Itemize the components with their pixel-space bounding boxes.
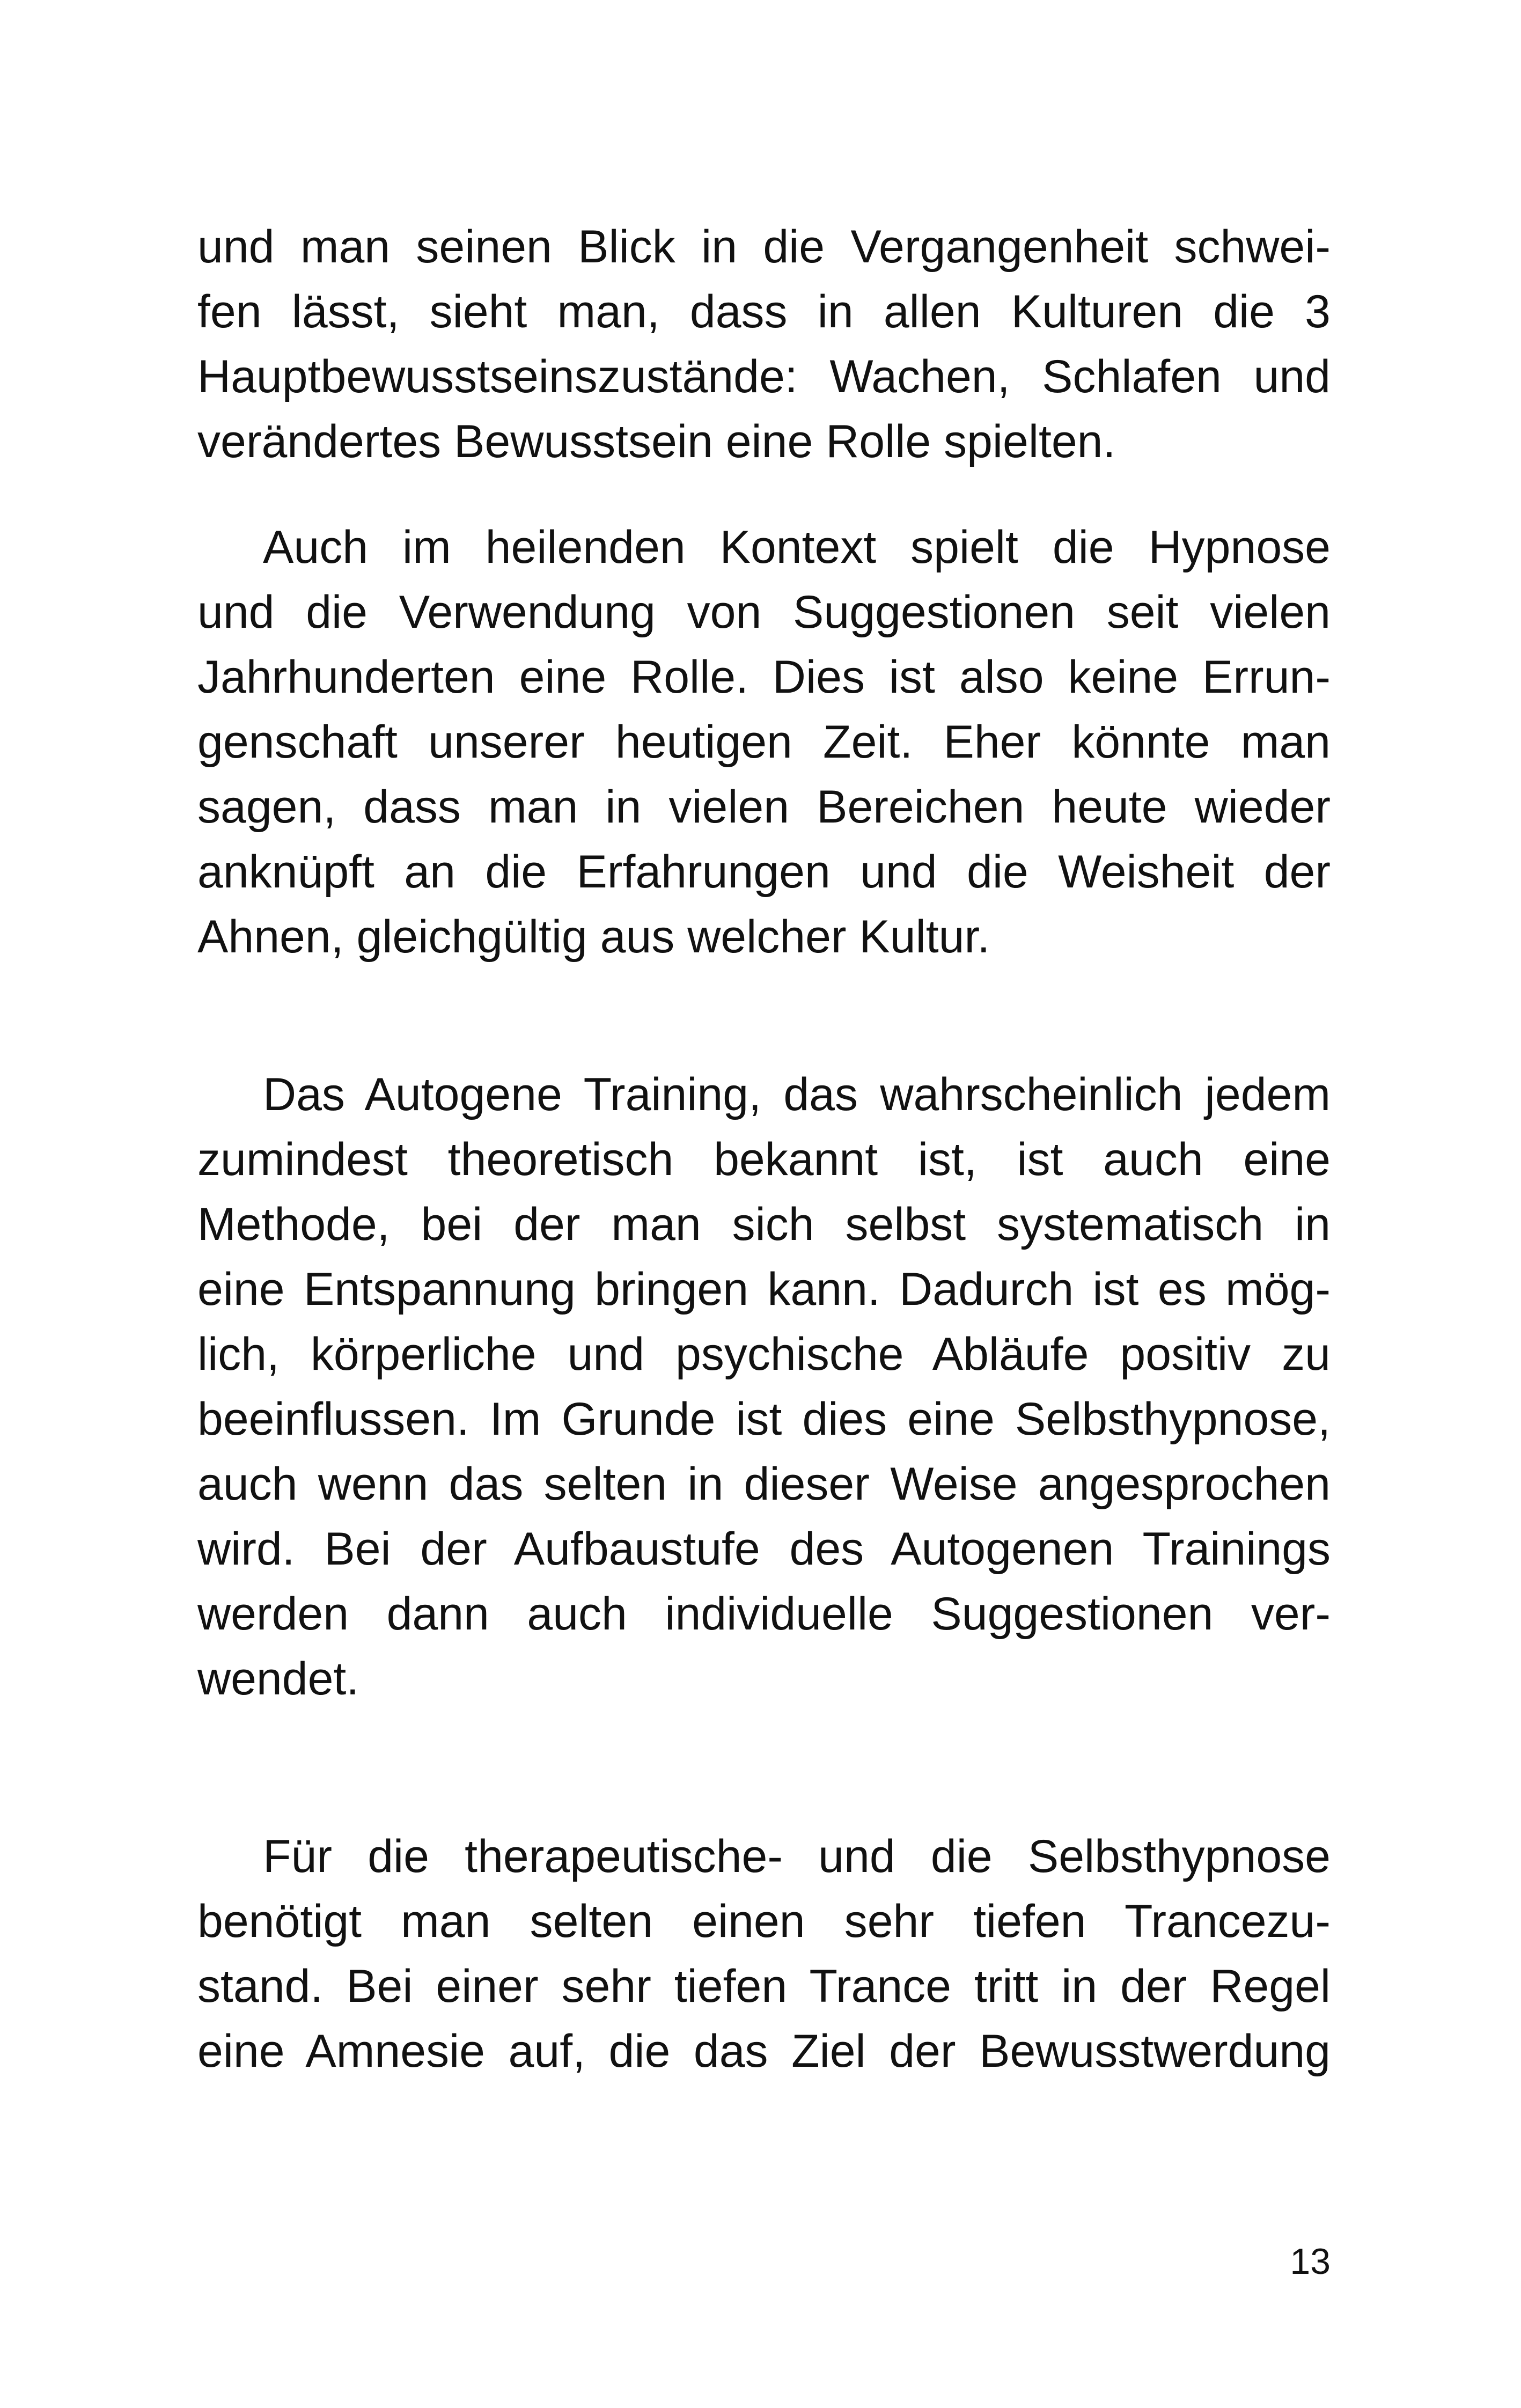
paragraph-1 xyxy=(197,215,1331,474)
page-number: 13 xyxy=(1290,2241,1331,2282)
text-line: anknüpft an die Erfahrungen und die Weisheit der xyxy=(197,846,1331,898)
text-line: wendet. xyxy=(197,1653,359,1705)
text-line: lich, körperliche und psychische Abläufe positiv zu xyxy=(197,1328,1331,1380)
paragraph-2 xyxy=(197,515,1331,970)
text-line: genschaft unserer heutigen Zeit. Eher könnte man xyxy=(197,716,1331,768)
text-line: werden dann auch individuelle Suggestionen ver- xyxy=(197,1588,1331,1640)
text-line: sagen, dass man in vielen Bereichen heute wieder xyxy=(197,781,1331,833)
text-line: benötigt man selten einen sehr tiefen Trancezu- xyxy=(197,1896,1331,1947)
text-line: eine Amnesie auf, die das Ziel der Bewusstwerdung xyxy=(197,2025,1331,2077)
text-line: Jahrhunderten eine Rolle. Dies ist also keine Errun- xyxy=(197,651,1331,703)
text-line: zumindest theoretisch bekannt ist, ist auch eine xyxy=(197,1134,1331,1185)
text-line: Das Autogene Training, das wahrscheinlich jedem xyxy=(263,1069,1331,1120)
text-line: auch wenn das selten in dieser Weise angesprochen xyxy=(197,1458,1331,1510)
text-line: fen lässt, sieht man, dass in allen Kulturen die 3 xyxy=(197,286,1331,337)
text-line: Methode, bei der man sich selbst systematisch in xyxy=(197,1199,1331,1250)
paragraph-4 xyxy=(197,1824,1331,2084)
text-line: eine Entspannung bringen kann. Dadurch ist es mög- xyxy=(197,1264,1331,1315)
text-line: beeinflussen. Im Grunde ist dies eine Selbsthypnose, xyxy=(197,1393,1331,1445)
text-line: Für die therapeutische- und die Selbsthypnose xyxy=(263,1831,1331,1882)
text-line: stand. Bei einer sehr tiefen Trance tritt in der Regel xyxy=(197,1961,1331,2012)
text-line: und man seinen Blick in die Vergangenheit schwei- xyxy=(197,221,1331,273)
text-line: Ahnen, gleichgültig aus welcher Kultur. xyxy=(197,911,990,963)
text-line: und die Verwendung von Suggestionen seit vielen xyxy=(197,586,1331,638)
text-line: Hauptbewusstseinszustände: Wachen, Schlafen und xyxy=(197,351,1331,402)
text-line: Auch im heilenden Kontext spielt die Hypnose xyxy=(263,522,1331,573)
text-line: verändertes Bewusstsein eine Rolle spielten. xyxy=(197,416,1116,467)
text-line: wird. Bei der Aufbaustufe des Autogenen Trainings xyxy=(197,1523,1331,1575)
paragraph-3 xyxy=(197,1062,1331,1712)
